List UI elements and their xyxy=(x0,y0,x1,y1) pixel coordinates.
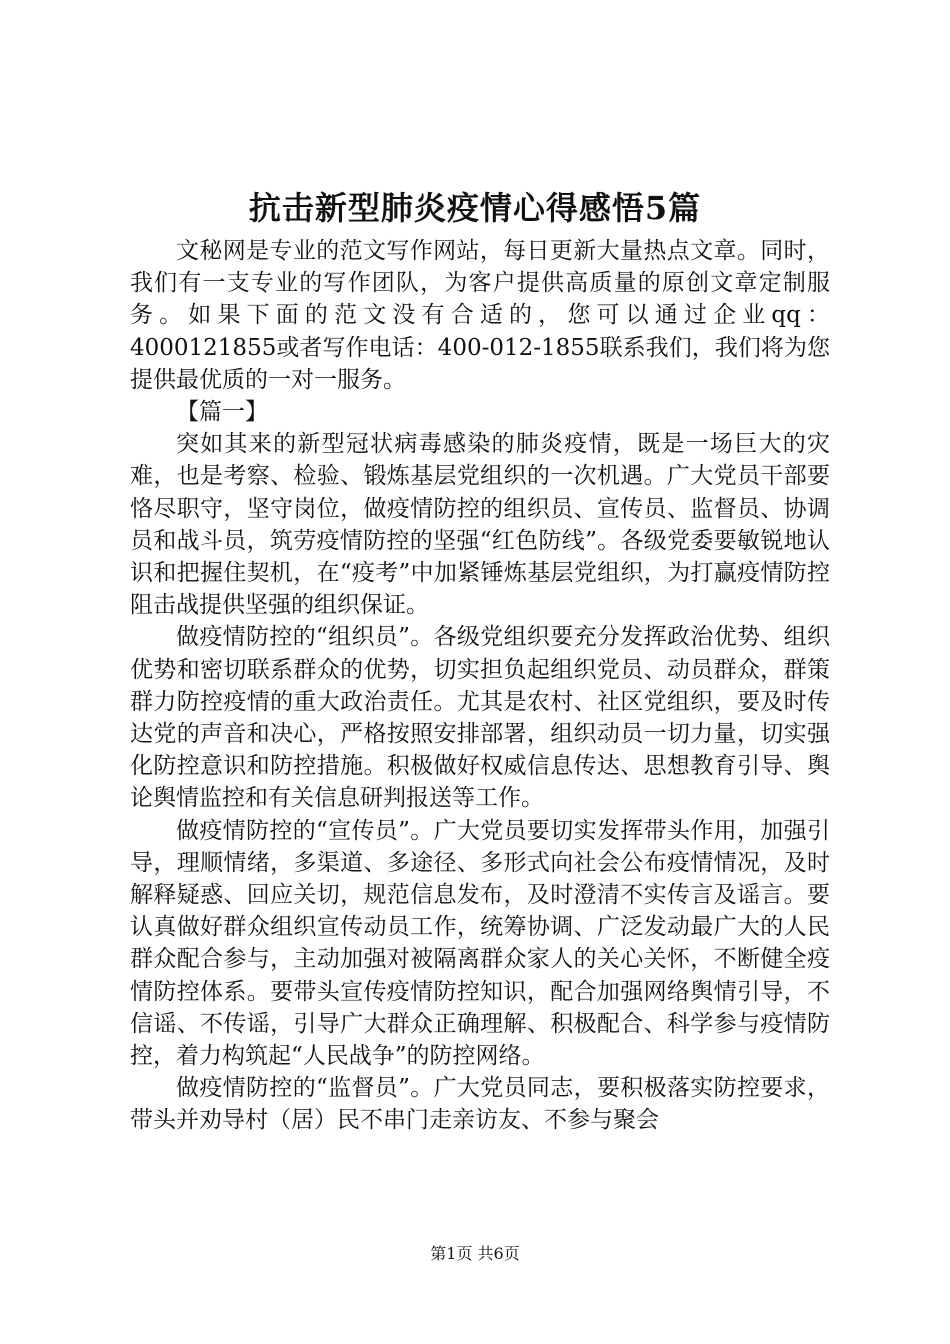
page-title: 抗击新型肺炎疫情心得感悟5篇 xyxy=(248,189,702,227)
body-paragraph: 做疫情防控的“宣传员”。广大党员要切实发挥带头作用，加强引导，理顺情绪，多渠道、多途径、多形式向社会公布疫情情况，及时解释疑惑、回应关切，规范信息发布，及时澄清不实传言及谣言。要认真做好群众组织宣传动员工作，统筹协调、广泛发动最广大的人民群众配合参与，主动加强对被隔离群众家人的关心关怀，不断健全疫情防控体系。要带头宣传疫情防控知识，配合加强网络舆情引导，不信谣、不传谣，引导广大群众正确理解、积极配合、科学参与疫情防控，着力构筑起“人民战争”的防控网络。 xyxy=(130,817,830,1070)
document-body xyxy=(130,235,830,1137)
section-heading: 【篇一】 xyxy=(176,399,268,426)
page-number: 第1页 共6页 xyxy=(430,1244,520,1263)
intro-paragraph: 文秘网是专业的范文写作网站，每日更新大量热点文章。同时，我们有一支专业的写作团队，为客户提供高质量的原创文章定制服务。如果下面的范文没有合适的，您可以通过企业qq：4000121855或者写作电话：400-012-1855联系我们，我们将为您提供最优质的一对一服务。 xyxy=(130,238,830,393)
body-paragraph: 做疫情防控的“组织员”。各级党组织要充分发挥政治优势、组织优势和密切联系群众的优势，切实担负起组织党员、动员群众，群策群力防控疫情的重大政治责任。尤其是农村、社区党组织，要及时传达党的声音和决心，严格按照安排部署，组织动员一切力量，切实强化防控意识和防控措施。积极做好权威信息传达、思想教育引导、舆论舆情监控和有关信息研判报送等工作。 xyxy=(130,624,830,812)
body-paragraph: 做疫情防控的“监督员”。广大党员同志，要积极落实防控要求，带头并劝导村（居）民不串门走亲访友、不参与聚会 xyxy=(130,1075,830,1134)
body-paragraph: 突如其来的新型冠状病毒感染的肺炎疫情，既是一场巨大的灾难，也是考察、检验、锻炼基层党组织的一次机遇。广大党员干部要恪尽职守，坚守岗位，做疫情防控的组织员、宣传员、监督员、协调员和战斗员，筑劳疫情防控的坚强“红色防线”。各级党委要敏锐地认识和把握住契机，在“疫考”中加紧锤炼基层党组织，为打赢疫情防控阻击战提供坚强的组织保证。 xyxy=(130,431,830,619)
